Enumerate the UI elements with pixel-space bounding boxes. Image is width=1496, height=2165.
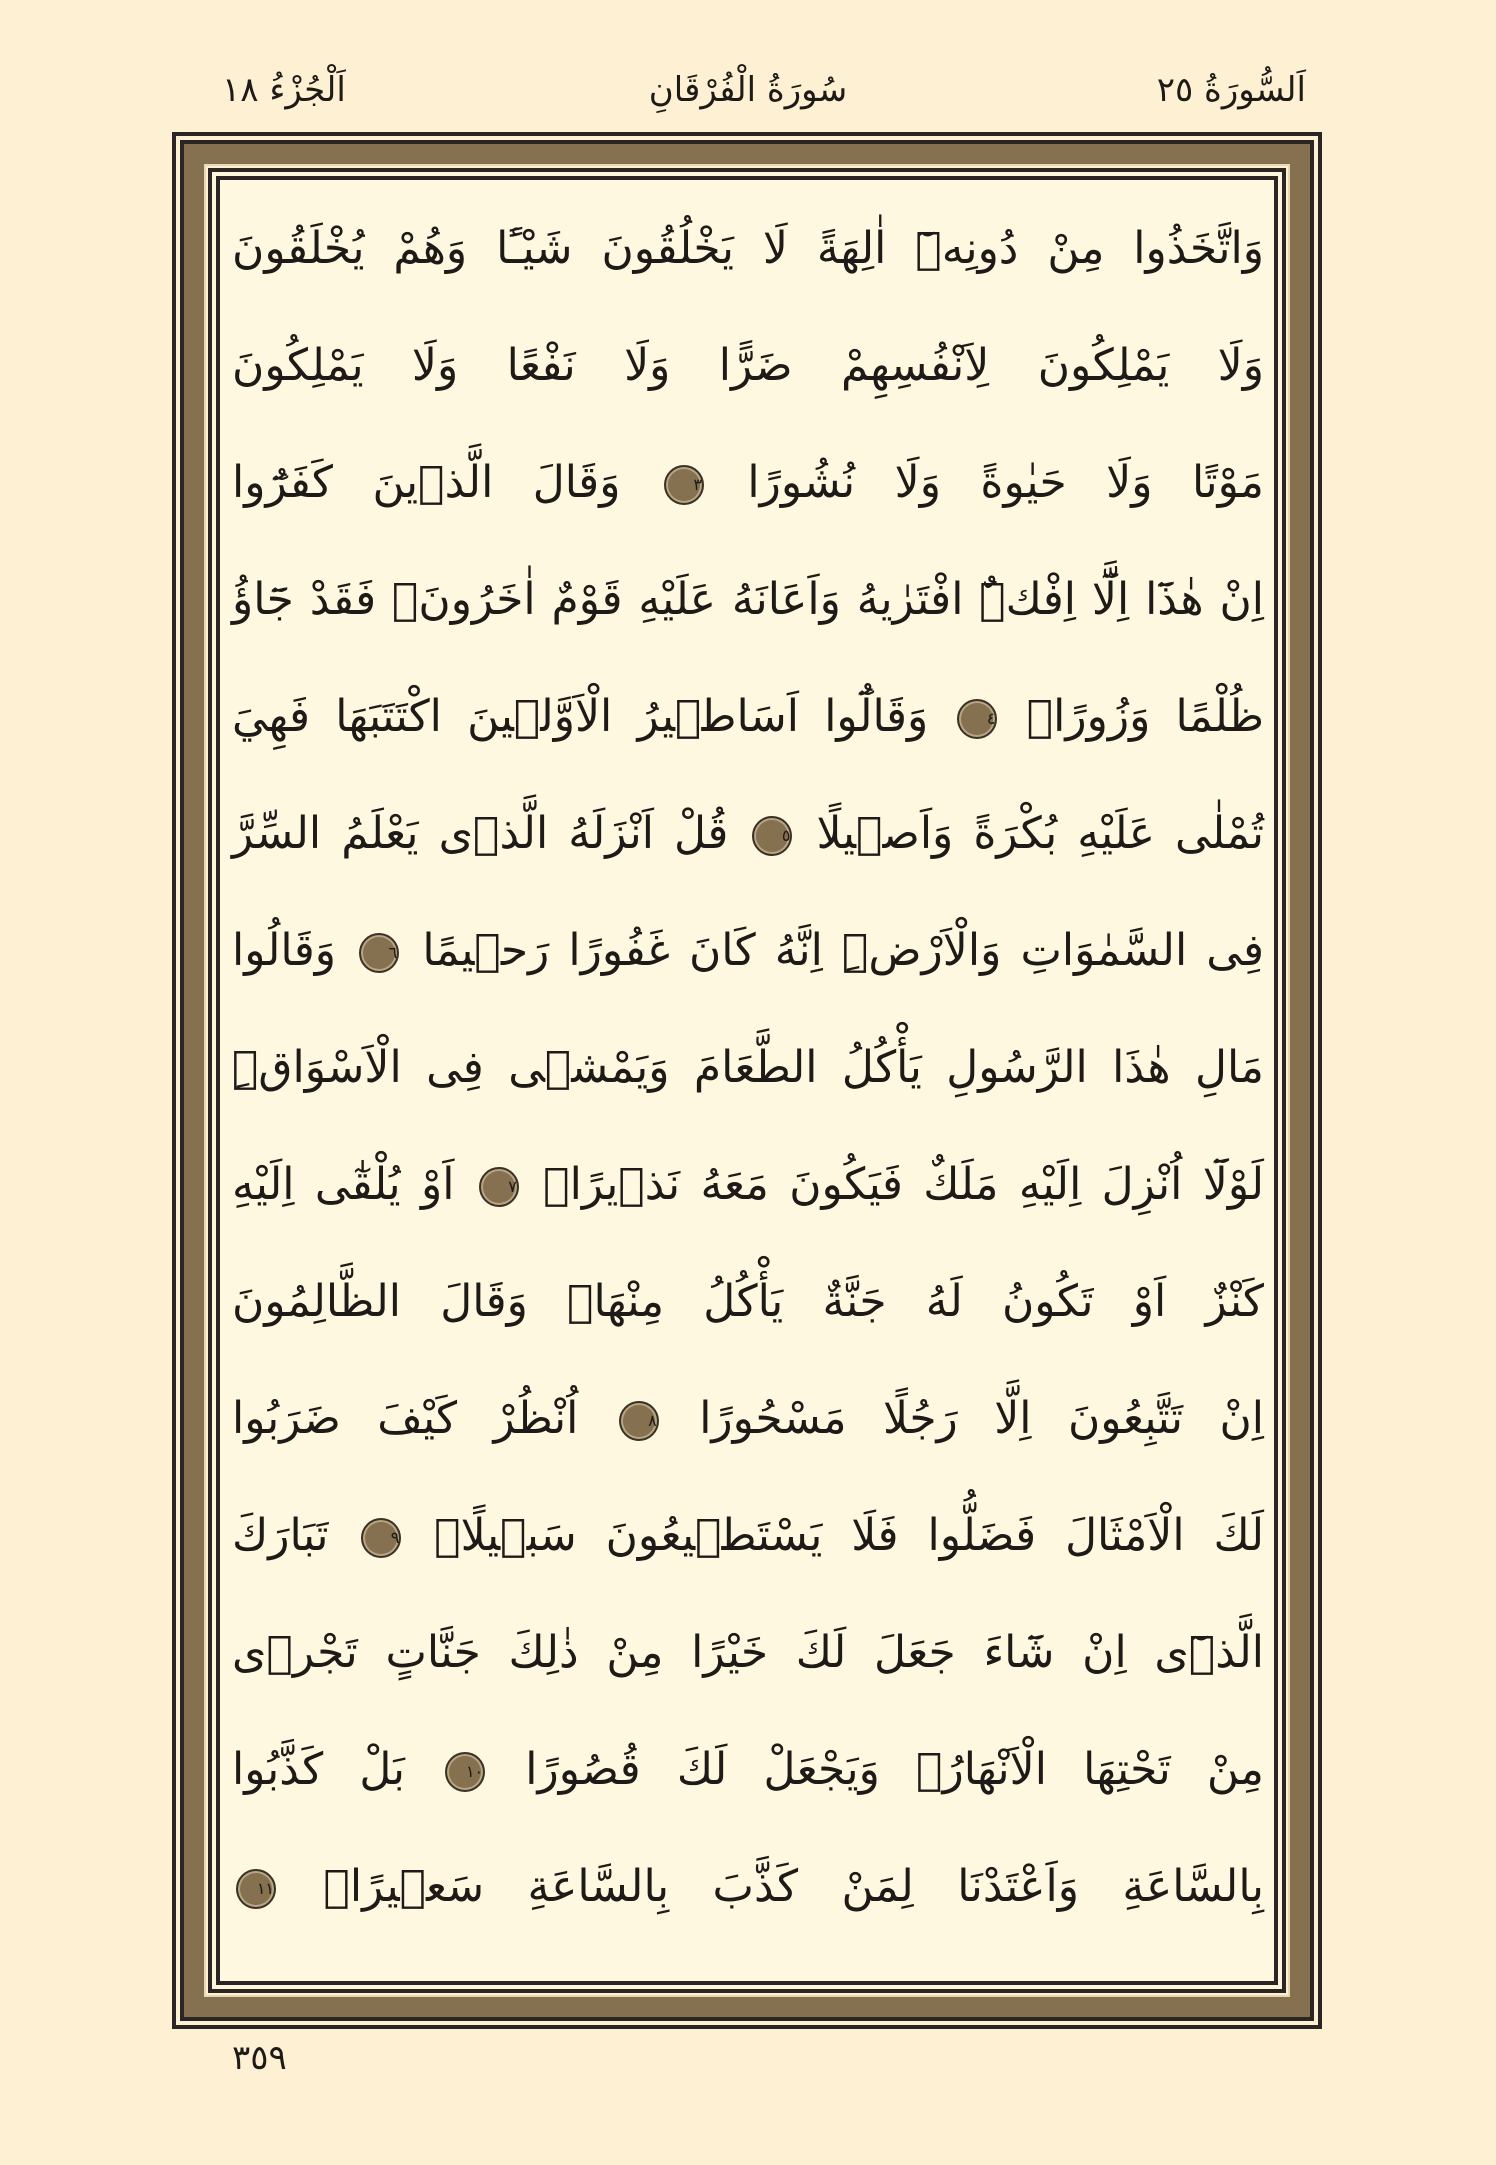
verse-number-marker: ٥ [752,816,792,856]
verse-text: بِالسَّاعَةِ وَاَعْتَدْنَا لِمَنْ كَذَّبَ بِالسَّاعَةِ سَعٖيرًاۚ [323,1861,1264,1912]
verse-text: فِى السَّمٰوَاتِ وَالْاَرْضِۜ اِنَّهُ كَانَ غَفُورًا رَحٖيمًا [422,925,1264,976]
verse-text: وَاتَّخَذُوا مِنْ دُونِهٖٓ اٰلِهَةً لَا يَخْلُقُونَ شَيْـًٔا وَهُمْ يُخْلَقُونَ [232,223,1264,274]
text-line [232,1009,1264,1126]
verse-number-marker: ٧ [479,1167,519,1207]
text-line [232,1360,1264,1477]
verse-number-marker: ٩ [361,1518,401,1558]
verse-text: اِنْ هٰذَٓا اِلَّٓا اِفْكٌۨ افْتَرٰيهُ وَاَعَانَهُ عَلَيْهِ قَوْمٌ اٰخَرُونَۚ فَقَدْ جَٓاؤُ [232,574,1264,625]
header-surah-number: اَلسُّورَةُ ٢٥ [1156,70,1306,110]
text-line [232,1594,1264,1711]
verse-number-marker: ٤ [957,699,997,739]
verse-text: مَالِ هٰذَا الرَّسُولِ يَأْكُلُ الطَّعَامَ وَيَمْشٖى فِى الْاَسْوَاقِۜ [232,1042,1264,1093]
verse-text: تُمْلٰى عَلَيْهِ بُكْرَةً وَاَصٖيلًا [816,808,1264,859]
text-line [232,775,1264,892]
verse-text: وَقَالُٓوا اَسَاطٖيرُ الْاَوَّلٖينَ اكْتَتَبَهَا فَهِيَ [232,691,929,742]
verse-text: اِنْ تَتَّبِعُونَ اِلَّا رَجُلًا مَسْحُورًا [699,1393,1264,1444]
text-line [232,1828,1264,1945]
text-line [232,658,1264,775]
text-line [232,1243,1264,1360]
verse-number-marker: ١١ [236,1869,276,1909]
verse-text: بَلْ كَذَّبُوا [232,1744,405,1795]
header-juz: اَلْجُزْءُ ١٨ [222,70,346,110]
verse-text: قُلْ اَنْزَلَهُ الَّذٖى يَعْلَمُ السِّرَّ [232,808,729,859]
text-line [232,1711,1264,1828]
text-line [232,541,1264,658]
verse-text: مَوْتًا وَلَا حَيٰوةً وَلَا نُشُورًا [747,457,1264,508]
verse-text: وَقَالُوا [232,925,337,976]
verse-number-marker: ١٠ [445,1752,485,1792]
verse-number-marker: ٦ [359,933,399,973]
text-line [232,424,1264,541]
text-line [232,190,1264,307]
header-surah-name: سُورَةُ الْفُرْقَانِ [648,70,848,110]
verse-text: لَكَ الْاَمْثَالَ فَضَلُّوا فَلَا يَسْتَطٖيعُونَ سَبٖيلًاۘ [434,1510,1264,1561]
quran-text [232,190,1264,1945]
text-line [232,1477,1264,1594]
verse-number-marker: ٣ [664,465,704,505]
verse-text: وَلَا يَمْلِكُونَ لِاَنْفُسِهِمْ ضَرًّا وَلَا نَفْعًا وَلَا يَمْلِكُونَ [232,340,1264,391]
text-line [232,307,1264,424]
verse-text: لَوْلَٓا اُنْزِلَ اِلَيْهِ مَلَكٌ فَيَكُونَ مَعَهُ نَذٖيرًاۙ [543,1159,1264,1210]
verse-text: الَّذٖٓى اِنْ شَٓاءَ جَعَلَ لَكَ خَيْرًا مِنْ ذٰلِكَ جَنَّاتٍ تَجْرٖى [232,1627,1264,1678]
page-number: ٣٥٩ [232,2038,287,2078]
verse-text: اُنْظُرْ كَيْفَ ضَرَبُوا [232,1393,579,1444]
verse-text: مِنْ تَحْتِهَا الْاَنْهَارُۙ وَيَجْعَلْ لَكَ قُصُورًا [525,1744,1264,1795]
verse-text: تَبَارَكَ [232,1510,329,1561]
text-line [232,892,1264,1009]
verse-text: ظُلْمًا وَزُورًاۚ [1026,691,1264,742]
verse-text: وَقَالَ الَّذٖينَ كَفَرُٓوا [232,457,621,508]
verse-text: كَنْزٌ اَوْ تَكُونُ لَهُ جَنَّةٌ يَأْكُلُ مِنْهَاۜ وَقَالَ الظَّالِمُونَ [232,1276,1264,1327]
verse-number-marker: ٨ [619,1401,659,1441]
verse-text: اَوْ يُلْقٰٓى اِلَيْهِ [232,1159,455,1210]
text-line [232,1126,1264,1243]
